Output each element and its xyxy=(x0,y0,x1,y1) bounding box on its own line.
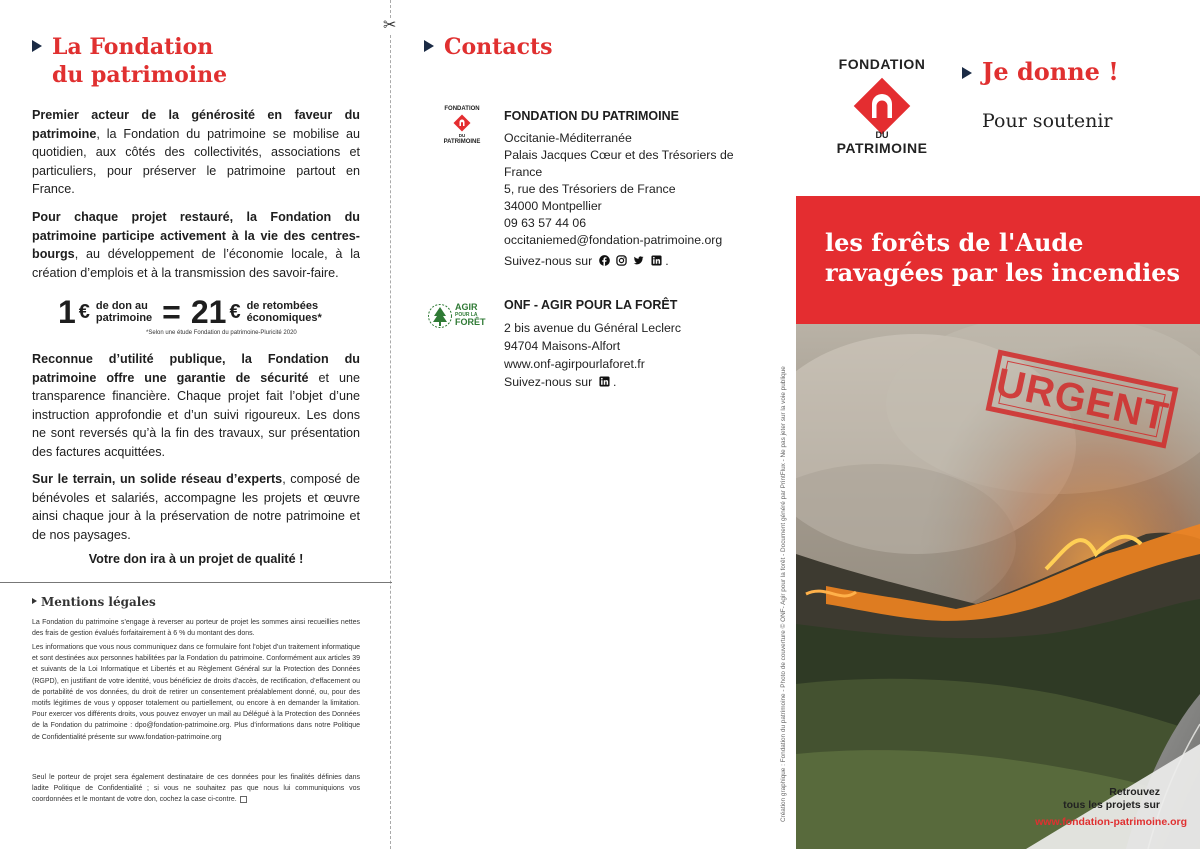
org1-phone[interactable]: 09 63 57 44 06 xyxy=(504,216,587,230)
org1-address-line: Palais Jacques Cœur et des Trésoriers de xyxy=(504,148,734,162)
section-divider xyxy=(0,582,392,583)
bullet-triangle-icon xyxy=(424,40,434,52)
linkedin-icon[interactable] xyxy=(651,255,662,266)
linkedin-icon[interactable] xyxy=(599,376,610,387)
onf-logo: AGIR POUR LA FORÊT xyxy=(427,302,483,332)
donation-impact-stat: 1 € de don au patrimoine = 21 € de retombées économiques* xyxy=(58,293,322,330)
org1-region: Occitanie-Méditerranée xyxy=(504,131,632,145)
experts-paragraph: Sur le terrain, un solide réseau d’experts, composé de bénévoles et salariés, accompagne les projets et œuvre ainsi chaque jour à la préservation de notre patrimoine et de nos paysages. xyxy=(32,472,360,542)
onf-tree-icon xyxy=(427,302,453,330)
urgent-stamp: URGENT xyxy=(986,350,1179,449)
twitter-icon[interactable] xyxy=(633,255,644,266)
legal-text-1: La Fondation du patrimoine s’engage à reverser au porteur de projet les sommes ainsi recueillies nettes des frais de gestion évalués forfaitairement à 6 % du montant des dons. xyxy=(32,619,360,638)
legal-text-2: Les informations que vous nous communiquez dans ce formulaire font l’objet d’un traitement informatique et sont destinées aux personnes habilitées par la Fondation du patrimoine. Conformément aux articles 39 et suivants de la Loi Informatique et Libertés et au Règlement Général sur la Protection des Données (RGPD), en justifiant de votre identité, vous bénéficiez de droits d’accès, de rectification, d’effacement ou de portabilité de vos données, du droit de retirer un consentement préalablement donné, ou, pour des motifs légitimes de vous y opposer totalement ou partiellement, ou encore à en demander la limitation. Pour exercer vos différents droits, vous pouvez envoyer un mail au Délégué à la Protection des Données de la Fondation du patrimoine : dpo@fondation-patrimoine.org. Plus d’informations dans notre Politique de Confidentialité présente sur www.fondation-patrimoine.org xyxy=(32,644,360,741)
cut-line xyxy=(390,0,391,849)
retrouvez-text: Retrouvez xyxy=(1109,786,1160,798)
foundation-title: La Fondation du patrimoine xyxy=(52,34,228,88)
org2-social-row: Suivez-nous sur . xyxy=(504,375,617,389)
fondation-diamond-icon xyxy=(852,76,912,136)
contacts-title: Contacts xyxy=(444,34,553,60)
donate-title: Je donne ! xyxy=(982,57,1119,86)
org1-social-row: Suivez-nous sur . xyxy=(504,254,669,268)
legal-text-3: Seul le porteur de projet sera également destinataire de ces données pour les finalités définies dans ladite Politique de Confidentialité ; si vous ne souhaitez pas que nous lui communiquions vos coordonnées et le montant de votre don, cochez la case ci-contre. xyxy=(32,774,360,804)
website-link[interactable]: www.fondation-patrimoine.org xyxy=(1035,816,1187,828)
scissors-icon: ✂ xyxy=(383,17,397,34)
org1-email[interactable]: occitaniemed@fondation-patrimoine.org xyxy=(504,233,723,247)
legal-title: Mentions légales xyxy=(41,595,156,609)
fondation-diamond-icon xyxy=(453,114,471,132)
fondation-main-logo: FONDATION DU PATRIMOINE xyxy=(836,56,928,156)
org1-address-line: France xyxy=(504,165,543,179)
fondation-small-logo: FONDATION DU PATRIMOINE xyxy=(443,106,481,145)
intro-paragraph: Premier acteur de la générosité en faveur du patrimoine, la Fondation du patrimoine se mobilise au quotidien, aux côtés des collectivités, associations et particuliers, pour préserver le patrimoine partout en France. xyxy=(32,108,360,196)
stat-footnote: *Selon une étude Fondation du patrimoine-Pluricité 2020 xyxy=(146,330,297,336)
donate-subtitle: Pour soutenir xyxy=(982,110,1113,132)
org1-city: 34000 Montpellier xyxy=(504,199,602,213)
credit-vertical-text: Création graphique : Fondation du patrimoine - Photo de couverture © ONF- Agir pour la forêt - Document généré par PrintFlux - Ne pas jeter sur la voie publique xyxy=(780,366,787,822)
legal-bullet-icon xyxy=(32,598,37,604)
org1-street: 5, rue des Trésoriers de France xyxy=(504,182,676,196)
org2-city: 94704 Maisons-Alfort xyxy=(504,339,621,353)
org1-name: FONDATION DU PATRIMOINE xyxy=(504,109,679,123)
all-projects-text: tous les projets sur xyxy=(1063,799,1160,811)
headline-line-1: les forêts de l'Aude xyxy=(825,228,1084,257)
org2-name: ONF - AGIR POUR LA FORÊT xyxy=(504,298,678,312)
bullet-triangle-icon xyxy=(32,40,42,52)
consent-checkbox[interactable] xyxy=(240,796,247,803)
quality-statement: Votre don ira à un projet de qualité ! xyxy=(88,552,304,566)
projects-paragraph: Pour chaque projet restauré, la Fondation du patrimoine participe activement à la vie des centres-bourgs, au développement de l’économie locale, à la création d’emplois et à la transmission des savoir-faire. xyxy=(32,210,360,280)
org2-street: 2 bis avenue du Général Leclerc xyxy=(504,321,682,335)
facebook-icon[interactable] xyxy=(599,255,610,266)
org2-website[interactable]: www.onf-agirpourlaforet.fr xyxy=(504,357,645,371)
bullet-triangle-icon xyxy=(962,67,972,79)
instagram-icon[interactable] xyxy=(616,255,627,266)
security-paragraph: Reconnue d’utilité publique, la Fondation du patrimoine offre une garantie de sécurité et une transparence financière. Chaque projet fait l’objet d’une instruction approfondie et d’un suivi rigoureux. Les dons ne sont reversés qu’à la fin des travaux, sur présentation des factures acquittées. xyxy=(32,352,360,459)
headline-line-2: ravagées par les incendies xyxy=(825,258,1181,287)
